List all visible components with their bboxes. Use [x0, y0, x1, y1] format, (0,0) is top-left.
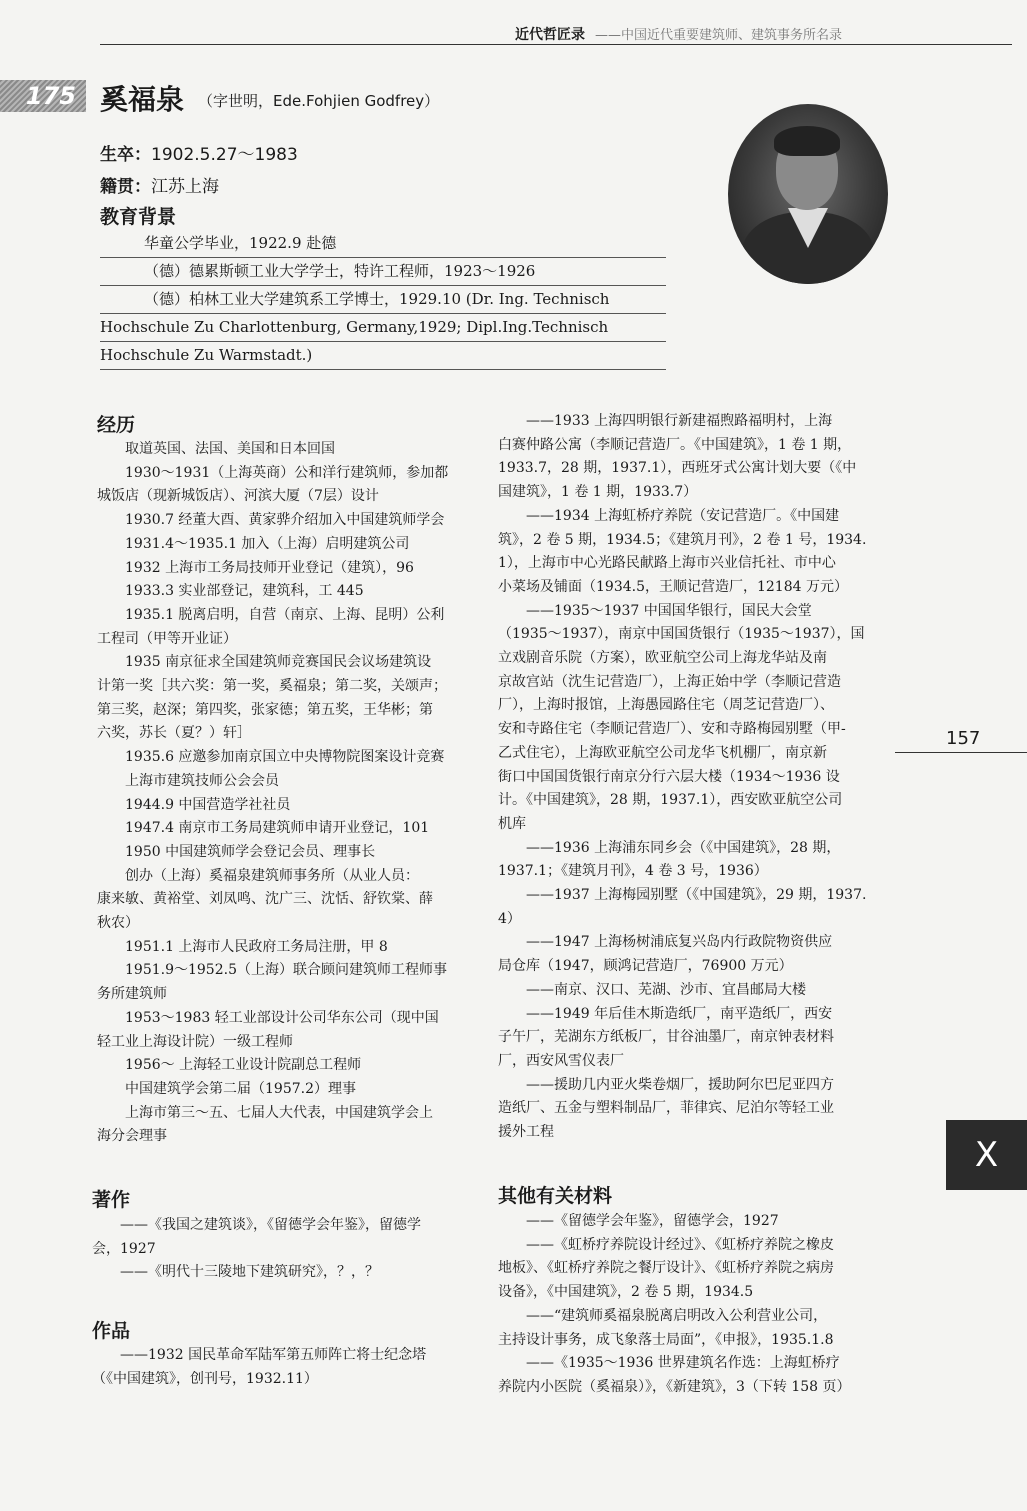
- portrait-photo: [728, 104, 888, 284]
- text-line: ——《我国之建筑谈》，《留德学会年鉴》，留德学: [120, 1217, 421, 1233]
- text-line: 1935.1 脱离启明，自营（南京、上海、昆明）公利: [125, 606, 445, 623]
- text-line: ——1935～1937 中国国华银行，国民大会堂: [526, 602, 812, 619]
- text-line: 厂，西安风雪仪表厂: [498, 1052, 624, 1069]
- text-line: 援外工程: [498, 1124, 554, 1141]
- text-line: 1953～1983 轻工业部设计公司华东公司（现中国: [125, 1009, 439, 1026]
- text-line: 立戏剧音乐院（方案），欧亚航空公司上海龙华站及南: [498, 650, 827, 667]
- text-line: 1935 南京征求全国建筑师竞赛国民会议场建筑设: [125, 654, 432, 671]
- text-line: 机库: [498, 815, 526, 832]
- text-line: ——1949 年后佳木斯造纸厂，南平造纸厂，西安: [526, 1005, 833, 1022]
- text-line: 1944.9 中国营造学社社员: [125, 796, 291, 813]
- text-line: 计。《中国建筑》，28 期，1937.1），西安欧亚航空公司: [498, 792, 843, 809]
- education-item: Hochschule Zu Warmstadt.): [100, 342, 666, 370]
- works-heading: 作品: [92, 1320, 131, 1342]
- experience-text: [97, 438, 469, 1149]
- portrait-hair: [774, 126, 840, 156]
- text-line: 1937.1；《建筑月刊》，4 卷 3 号，1936）: [498, 863, 768, 880]
- entry-number: 175: [25, 82, 76, 110]
- text-line: 1956～ 上海轻工业设计院副总工程师: [125, 1057, 362, 1074]
- entry-number-badge: [0, 80, 86, 112]
- text-line: ——援助几内亚火柴卷烟厂，援助阿尔巴尼亚四方: [526, 1076, 834, 1093]
- text-line: ——《明代十三陵地下建筑研究》，？，？: [120, 1264, 379, 1281]
- text-line: 厂），上海时报馆，上海愚园路住宅（周芝记营造厂）、: [498, 697, 834, 714]
- text-line: ——1937 上海梅园别墅（《中国建筑》，29 期，1937.: [526, 887, 867, 904]
- other-materials-text: [498, 1210, 876, 1400]
- text-line: 子午厂，芜湖东方纸板厂，甘谷油墨厂，南京钟表材料: [498, 1029, 834, 1046]
- page-number: 157: [946, 728, 981, 749]
- text-line: ——南京、汉口、芜湖、沙市、宜昌邮局大楼: [526, 981, 806, 998]
- running-header-subtitle: ——中国近代重要建筑师、建筑事务所名录: [595, 28, 843, 43]
- text-line: ——“建筑师奚福泉脱离启明改入公利营业公司，: [526, 1307, 828, 1324]
- text-line: 会，1927: [92, 1240, 156, 1257]
- text-line: 4）: [498, 910, 521, 927]
- text-line: 1930.7 经董大酉、黄家骅介绍加入中国建筑师学会: [125, 512, 445, 529]
- works-text: [92, 1344, 468, 1391]
- text-line: ——《1935～1936 世界建筑名作选：上海虹桥疗: [526, 1355, 840, 1372]
- text-line: （1935～1937），南京中国国货银行（1935～1937），国: [498, 626, 865, 643]
- portrait-collar: [788, 208, 828, 248]
- text-line: 筑》，2 卷 5 期，1934.5；《建筑月刊》，2 卷 1 号，1934.: [498, 531, 867, 548]
- text-line: 秋农）: [97, 915, 139, 932]
- text-line: 1951.9～1952.5（上海）联合顾问建筑师工程师事: [125, 962, 447, 979]
- text-line: 设备》，《中国建筑》，2 卷 5 期，1934.5: [498, 1284, 754, 1301]
- education-list: [100, 230, 666, 370]
- text-line: 康来敏、黄裕堂、刘凤鸣、沈广三、沈恬、舒钦棠、薛: [97, 891, 433, 908]
- text-line: （《中国建筑》，创刊号，1932.11）: [92, 1370, 318, 1387]
- text-line: 养院内小医院（奚福泉）》，《新建筑》，3（下转 158 页）: [498, 1378, 851, 1395]
- text-line: ——1932 国民革命军陆军第五师阵亡将士纪念塔: [120, 1347, 427, 1363]
- text-line: 上海市第三～五、七届人大代表，中国建筑学会上: [125, 1104, 433, 1121]
- text-line: 工程司（甲等开业证）: [97, 630, 237, 647]
- birth-label: 生卒：: [100, 145, 151, 165]
- other-materials-heading: 其他有关材料: [498, 1185, 613, 1207]
- text-line: 取道英国、法国、美国和日本回国: [125, 441, 335, 457]
- text-line: 1931.4～1935.1 加入（上海）启明建筑公司: [125, 535, 410, 552]
- text-line: ——1934 上海虹桥疗养院（安记营造厂。《中国建: [526, 507, 840, 524]
- text-line: 街口中国国货银行南京分行六层大楼（1934～1936 设: [498, 768, 840, 785]
- text-line: 主持设计事务，成飞象落士局面”，《申报》，1935.1.8: [498, 1331, 834, 1348]
- text-line: 海分会理事: [97, 1128, 167, 1145]
- text-line: ——1933 上海四明银行新建福煦路福明村，上海: [526, 413, 833, 429]
- origin-field: [100, 172, 219, 197]
- running-header-title: 近代哲匠录: [515, 27, 585, 43]
- birth-field: [100, 140, 298, 165]
- text-line: 1933.3 实业部登记，建筑科，工 445: [125, 583, 364, 600]
- text-line: 1947.4 南京市工务局建筑师申请开业登记，101: [125, 820, 430, 837]
- entry-alias: （字世明，Ede.Fohjien Godfrey）: [198, 92, 440, 110]
- text-line: ——1936 上海浦东同乡会（《中国建筑》，28 期，: [526, 839, 841, 856]
- origin-label: 籍贯：: [100, 177, 151, 197]
- text-line: 第三奖，赵深；第四奖，张家德；第五奖，王华彬；第: [97, 701, 433, 718]
- experience-heading: 经历: [97, 414, 136, 436]
- text-line: ——《留德学会年鉴》，留德学会，1927: [526, 1213, 779, 1229]
- text-line: 务所建筑师: [97, 986, 167, 1003]
- section-tab: X: [946, 1120, 1027, 1190]
- works-continued-text: [498, 410, 876, 1145]
- text-line: 1930～1931（上海英商）公和洋行建筑师，参加都: [125, 464, 449, 481]
- text-line: 白赛仲路公寓（李顺记营造厂。《中国建筑》，1 卷 1 期，: [498, 436, 852, 453]
- text-line: 1933.7，28 期，1937.1），西班牙式公寓计划大要（《中: [498, 460, 857, 477]
- text-line: ——《虹桥疗养院设计经过》、《虹桥疗养院之橡皮: [526, 1236, 834, 1253]
- text-line: 城饭店（现新城饭店）、河滨大厦（7层）设计: [97, 488, 379, 505]
- text-line: 地板》、《虹桥疗养院之餐厅设计》、《虹桥疗养院之病房: [498, 1260, 834, 1277]
- text-line: 造纸厂、五金与塑料制品厂，菲律宾、尼泊尔等轻工业: [498, 1100, 834, 1117]
- writings-heading: 著作: [92, 1189, 131, 1211]
- text-line: 小菜场及铺面（1934.5，王顺记营造厂，12184 万元）: [498, 578, 848, 595]
- text-line: 国建筑》，1 卷 1 期，1933.7）: [498, 484, 698, 501]
- text-line: 六奖，苏长（夏？）轩］: [97, 725, 251, 742]
- education-item: （德）德累斯顿工业大学学士，特许工程师，1923～1926: [100, 258, 666, 286]
- writings-text: [92, 1214, 468, 1285]
- header-rule: [100, 44, 1012, 45]
- text-line: 1935.6 应邀参加南京国立中央博物院图案设计竞赛: [125, 749, 445, 766]
- text-line: 创办（上海）奚福泉建筑师事务所（从业人员：: [125, 867, 419, 884]
- text-line: 安和寺路住宅（李顺记营造厂）、安和寺路梅园别墅（甲-: [498, 721, 846, 738]
- text-line: 计第一奖［共六奖：第一奖，奚福泉；第二奖，关颂声；: [97, 678, 447, 695]
- education-item: Hochschule Zu Charlottenburg, Germany,1929; Dipl.Ing.Technisch: [100, 314, 666, 342]
- text-line: 中国建筑学会第二届（1957.2）理事: [125, 1080, 356, 1097]
- text-line: 1951.1 上海市人民政府工务局注册，甲 8: [125, 938, 388, 955]
- text-line: 1），上海市中心光路民献路上海市兴业信托社、市中心: [498, 555, 836, 572]
- origin-value: 江苏上海: [151, 177, 219, 197]
- education-heading: 教育背景: [100, 206, 177, 228]
- education-item: （德）柏林工业大学建筑系工学博士，1929.10 (Dr. Ing. Technisch: [100, 286, 666, 314]
- text-line: 轻工业上海设计院）一级工程师: [97, 1033, 293, 1050]
- entry-name: 奚福泉: [100, 83, 185, 116]
- text-line: 1932 上海市工务局技师开业登记（建筑），96: [125, 559, 414, 576]
- text-line: 乙式住宅），上海欧亚航空公司龙华飞机棚厂，南京新: [498, 744, 827, 761]
- education-item: 华童公学毕业，1922.9 赴德: [100, 230, 666, 258]
- text-line: 1950 中国建筑师学会登记会员、理事长: [125, 843, 376, 860]
- text-line: 上海市建筑技师公会会员: [125, 772, 279, 789]
- birth-value: 1902.5.27～1983: [151, 145, 298, 165]
- page-number-rule: [895, 752, 1027, 753]
- text-line: ——1947 上海杨树浦底复兴岛内行政院物资供应: [526, 934, 833, 951]
- text-line: 局仓库（1947，顾鸿记营造厂，76900 万元）: [498, 958, 793, 975]
- text-line: 京故宫站（沈生记营造厂），上海正始中学（李顺记营造: [498, 673, 841, 690]
